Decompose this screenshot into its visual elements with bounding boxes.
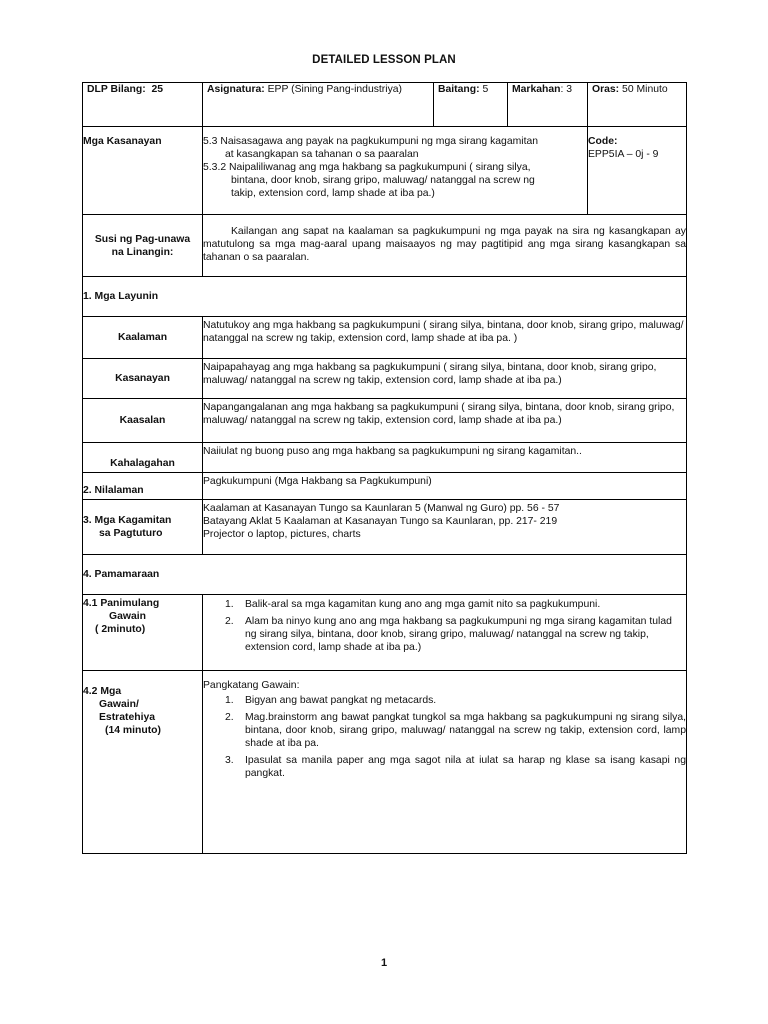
asignatura-value: EPP (Sining Pang-industriya) bbox=[267, 84, 403, 95]
kaalaman-label: Kaalaman bbox=[117, 332, 168, 343]
kagamitan-line-1: Kaalaman at Kasanayan Tungo sa Kaunlaran 5 (Manwal ng Guro) pp. 56 - 57 bbox=[203, 503, 560, 514]
susi-label-cell bbox=[83, 215, 203, 277]
panimulang-row bbox=[83, 595, 687, 671]
list-item-number: 1. bbox=[225, 695, 234, 706]
nilalaman-label-cell bbox=[83, 473, 203, 500]
gawain-intro: Pangkatang Gawain: bbox=[203, 680, 300, 691]
pamamaraan-section-cell bbox=[83, 555, 687, 595]
kasanayan-line-3: 5.3.2 Naipaliliwanag ang mga hakbang sa pagkukumpuni ( sirang silya, bbox=[203, 162, 531, 173]
nilalaman-label: 2. Nilalaman bbox=[83, 485, 144, 496]
kahalagahan-row bbox=[83, 443, 687, 473]
kahalagahan-label: Kahalagahan bbox=[110, 458, 175, 469]
header-row bbox=[83, 83, 687, 127]
gawain-label-line-3: Estratehiya bbox=[99, 712, 156, 723]
list-item-number: 2. bbox=[225, 712, 234, 723]
pamamaraan-label: 4. Pamamaraan bbox=[83, 569, 160, 580]
dlp-label: DLP Bilang: bbox=[87, 84, 146, 95]
list-item bbox=[203, 754, 686, 780]
kaalaman-row bbox=[83, 317, 687, 359]
list-item-number: 1. bbox=[225, 599, 234, 610]
code-cell bbox=[588, 127, 687, 215]
kasanayan-line-5: takip, extension cord, lamp shade at iba pa.) bbox=[231, 188, 435, 199]
susi-row bbox=[83, 215, 687, 277]
markahan-value: : 3 bbox=[560, 84, 573, 95]
kagamitan-label-line-2: sa Pagtuturo bbox=[99, 528, 163, 539]
asignatura-label: Asignatura: bbox=[207, 84, 265, 95]
oras-cell bbox=[588, 83, 687, 127]
list-item-text: Bigyan ang bawat pangkat ng metacards. bbox=[245, 695, 437, 706]
baitang-value: 5 bbox=[482, 84, 489, 95]
kagamitan-row bbox=[83, 500, 687, 555]
list-item-number: 2. bbox=[225, 616, 234, 627]
kaalaman-label-cell bbox=[83, 317, 203, 359]
kaasalan-label-cell bbox=[83, 399, 203, 443]
susi-label-line-1: Susi ng Pag-unawa bbox=[94, 233, 191, 245]
list-item bbox=[203, 694, 686, 707]
document-title: DETAILED LESSON PLAN bbox=[312, 54, 456, 66]
gawain-content-cell bbox=[203, 671, 687, 854]
asignatura-cell bbox=[203, 83, 434, 127]
panimulang-label-cell bbox=[83, 595, 203, 671]
list-item-text: Balik-aral sa mga kagamitan kung ano ang mga gamit nito sa pagkukumpuni. bbox=[245, 599, 601, 610]
susi-label-line-2: na Linangin: bbox=[111, 246, 174, 258]
kasanayan-row bbox=[83, 127, 687, 215]
kahalagahan-label-cell bbox=[83, 443, 203, 473]
kaasalan-row bbox=[83, 399, 687, 443]
layunin-section-cell bbox=[83, 277, 687, 317]
kasanayan-line-4: bintana, door knob, sirang gripo, maluwag/ natanggal na screw ng bbox=[231, 175, 535, 186]
kasanayan-line-1: 5.3 Naisasagawa ang payak na pagkukumpuni ng mga sirang kagamitan bbox=[203, 136, 539, 147]
gawain-list bbox=[203, 694, 686, 780]
gawain-label-line-4: (14 minuto) bbox=[105, 725, 161, 736]
panimulang-label-line-2: Gawain bbox=[109, 611, 146, 622]
gawain-label-line-1: 4.2 Mga bbox=[83, 686, 122, 697]
list-item bbox=[203, 711, 686, 750]
kagamitan-line-2: Batayang Aklat 5 Kaalaman at Kasanayan Tungo sa Kaunlaran, pp. 217- 219 bbox=[203, 516, 558, 527]
panimulang-label-line-3: ( 2minuto) bbox=[95, 624, 146, 635]
list-item-text: Alam ba ninyo kung ano ang mga hakbang sa pagkukumpuni ng mga sirang kagamitan tulad ng sirang silya, bintana, door knob, sirang gripo, maluwag/ natanggal na screw ng takip, extension cord, lamp shade at iba pa.) bbox=[245, 616, 672, 653]
gawain-label-line-2: Gawain/ bbox=[99, 699, 139, 710]
kasanayan-objective-row bbox=[83, 359, 687, 399]
list-item bbox=[203, 615, 686, 654]
kagamitan-label-line-1: 3. Mga Kagamitan bbox=[83, 515, 172, 526]
kasanayan-objective-label: Kasanayan bbox=[115, 373, 170, 384]
kasanayan-content-cell bbox=[203, 127, 588, 215]
kasanayan-line-2: at kasangkapan sa tahanan o sa paaralan bbox=[225, 149, 419, 160]
code-value: EPP5IA – 0j - 9 bbox=[588, 149, 659, 160]
oras-label: Oras: bbox=[592, 84, 620, 95]
nilalaman-row bbox=[83, 473, 687, 500]
kasanayan-objective-label-cell bbox=[83, 359, 203, 399]
baitang-label: Baitang: bbox=[438, 84, 480, 95]
markahan-cell bbox=[508, 83, 588, 127]
panimulang-list bbox=[203, 598, 686, 654]
oras-value: 50 Minuto bbox=[622, 84, 668, 95]
list-item-text: Ipasulat sa manila paper ang mga sagot nila at iulat sa harap ng klase sa isang kasapi ng pangkat. bbox=[245, 755, 686, 779]
layunin-section-label: 1. Mga Layunin bbox=[83, 291, 159, 302]
gawain-label-cell bbox=[83, 671, 203, 854]
gawain-row bbox=[83, 671, 687, 854]
list-item bbox=[203, 598, 686, 611]
kaasalan-label: Kaasalan bbox=[119, 415, 166, 426]
kaasalan-text: Napangangalanan ang mga hakbang sa pagkukumpuni ( sirang silya, bintana, door knob, sirang gripo, maluwag/ natanggal na screw ng takip, extension cord, lamp shade at iba pa.) bbox=[203, 399, 687, 443]
kasanayan-label-cell bbox=[83, 127, 203, 215]
list-item-number: 3. bbox=[225, 755, 234, 766]
list-item-text: Mag.brainstorm ang bawat pangkat tungkol sa mga hakbang sa pagkukumpuni ng sirang silya, bintana, door knob, sirang gripo, maluwag/ natanggal na screw ng takip, extension cord, lamp shade at iba pa. bbox=[245, 712, 686, 749]
kasanayan-objective-text: Naipapahayag ang mga hakbang sa pagkukumpuni ( sirang silya, bintana, door knob, sirang gripo, maluwag/ natanggal na screw ng takip, extension cord, lamp shade at iba pa.) bbox=[203, 359, 687, 399]
panimulang-label-line-1: 4.1 Panimulang bbox=[83, 598, 160, 609]
kaalaman-text: Natutukoy ang mga hakbang sa pagkukumpuni ( sirang silya, bintana, door knob, sirang gripo, maluwag/ natanggal na screw ng takip, extension cord, lamp shade at iba pa. ) bbox=[203, 317, 687, 359]
kagamitan-line-3: Projector o laptop, pictures, charts bbox=[203, 529, 361, 540]
pamamaraan-section-row bbox=[83, 555, 687, 595]
kasanayan-label: Mga Kasanayan bbox=[83, 136, 162, 147]
dlp-value: 25 bbox=[151, 84, 164, 95]
lesson-plan-table bbox=[82, 82, 687, 854]
code-label: Code: bbox=[588, 136, 618, 147]
layunin-section-row bbox=[83, 277, 687, 317]
nilalaman-text: Pagkukumpuni (Mga Hakbang sa Pagkukumpuni) bbox=[203, 473, 687, 500]
dlp-cell bbox=[83, 83, 203, 127]
kahalagahan-text: Naiiulat ng buong puso ang mga hakbang sa pagkukumpuni ng sirang kagamitan.. bbox=[203, 443, 687, 473]
panimulang-content-cell bbox=[203, 595, 687, 671]
page-number: 1 bbox=[380, 957, 388, 969]
susi-text: Kailangan ang sapat na kaalaman sa pagkukumpuni ng mga payak na sira ng kasangkapan ay matutulong sa mga mag-aaral upang maisaayos ng may pagtitipid ang mga sirang kasangkapan sa tahanan o sa paaralan. bbox=[203, 215, 687, 277]
kagamitan-content-cell bbox=[203, 500, 687, 555]
markahan-label: Markahan bbox=[512, 84, 561, 95]
baitang-cell bbox=[434, 83, 508, 127]
kagamitan-label-cell bbox=[83, 500, 203, 555]
